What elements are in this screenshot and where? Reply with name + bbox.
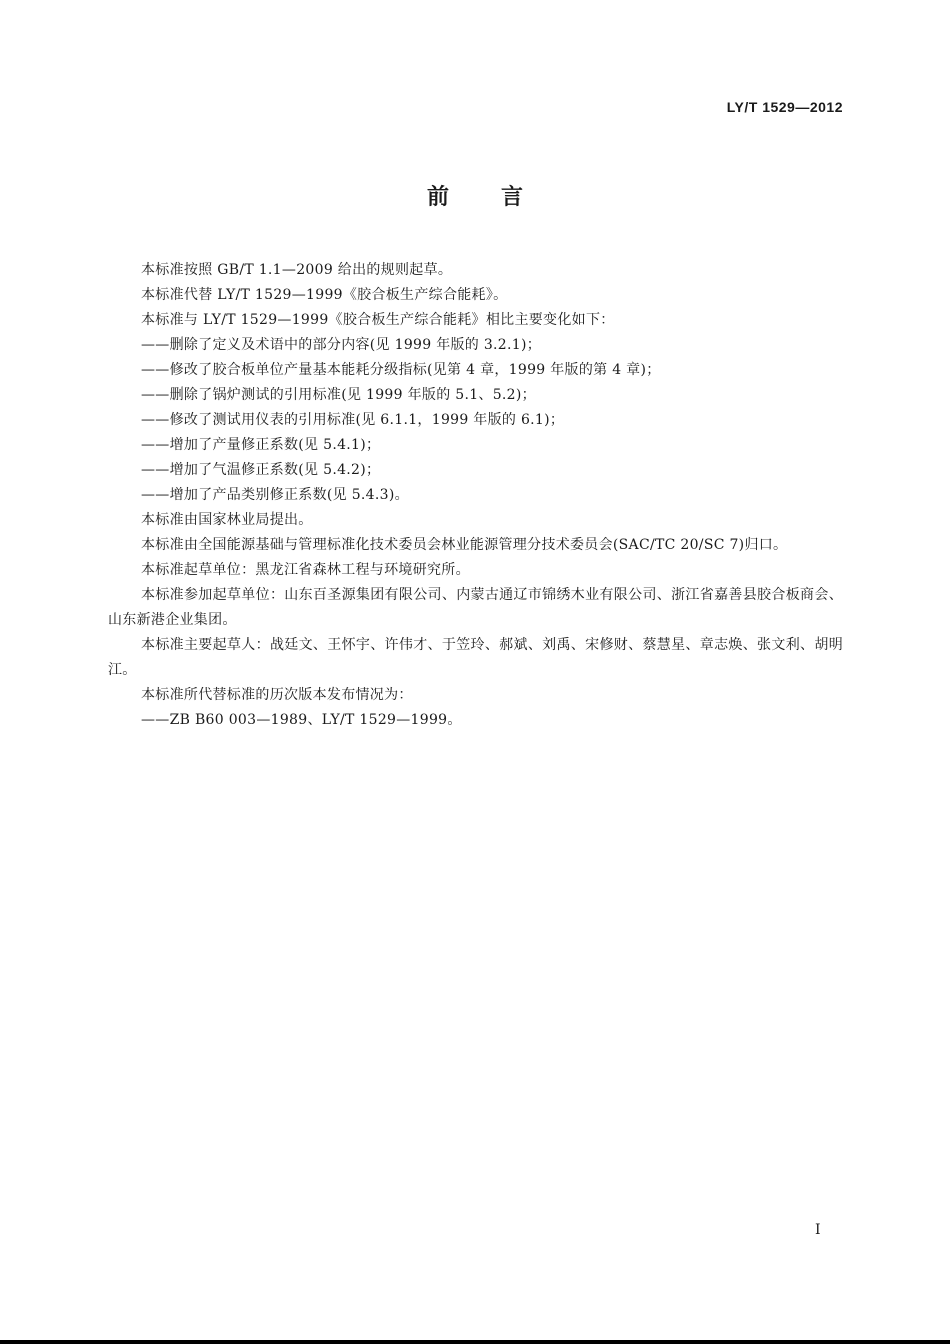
paragraph-replaces: 本标准代替 LY/T 1529—1999《胶合板生产综合能耗》。: [141, 287, 508, 303]
paragraph-drafting-rules: 本标准按照 GB/T 1.1—2009 给出的规则起草。: [141, 262, 453, 278]
paragraph-drafting-unit: 本标准起草单位：黑龙江省森林工程与环境研究所。: [141, 562, 470, 578]
paragraph-participating-units: 本标准参加起草单位：山东百圣源集团有限公司、内蒙古通辽市锦绣木业有限公司、浙江省嘉善县胶合板商会、山东新港企业集团。: [108, 587, 843, 628]
document-code: LY/T 1529—2012: [726, 99, 843, 115]
paragraph-drafters: 本标准主要起草人：战廷文、王怀宇、许伟才、于笠玲、郝斌、刘禹、宋修财、蔡慧星、章志焕、张文利、胡明江。: [108, 637, 843, 678]
paragraph-changes-intro: 本标准与 LY/T 1529—1999《胶合板生产综合能耗》相比主要变化如下：: [141, 312, 615, 328]
change-item: ——修改了胶合板单位产量基本能耗分级指标(见第 4 章，1999 年版的第 4 章)；: [141, 362, 661, 378]
paragraph-proposed-by: 本标准由国家林业局提出。: [141, 512, 313, 528]
paragraph-history-intro: 本标准所代替标准的历次版本发布情况为：: [141, 687, 413, 703]
change-item: ——增加了产量修正系数(见 5.4.1)；: [141, 437, 381, 453]
change-item: ——修改了测试用仪表的引用标准(见 6.1.1，1999 年版的 6.1)；: [141, 412, 565, 428]
change-item: ——增加了产品类别修正系数(见 5.4.3)。: [141, 487, 409, 503]
change-item: ——删除了锅炉测试的引用标准(见 1999 年版的 5.1、5.2)；: [141, 387, 536, 403]
document-body: [108, 258, 843, 733]
page-title: 前言: [426, 185, 575, 210]
change-item: ——增加了气温修正系数(见 5.4.2)；: [141, 462, 381, 478]
bottom-border: [0, 1340, 950, 1344]
history-item: ——ZB B60 003—1989、LY/T 1529—1999。: [141, 712, 462, 728]
paragraph-managed-by: 本标准由全国能源基础与管理标准化技术委员会林业能源管理分技术委员会(SAC/TC 20/SC 7)归口。: [141, 537, 788, 553]
page-number: I: [815, 1222, 821, 1238]
change-item: ——删除了定义及术语中的部分内容(见 1999 年版的 3.2.1)；: [141, 337, 542, 353]
